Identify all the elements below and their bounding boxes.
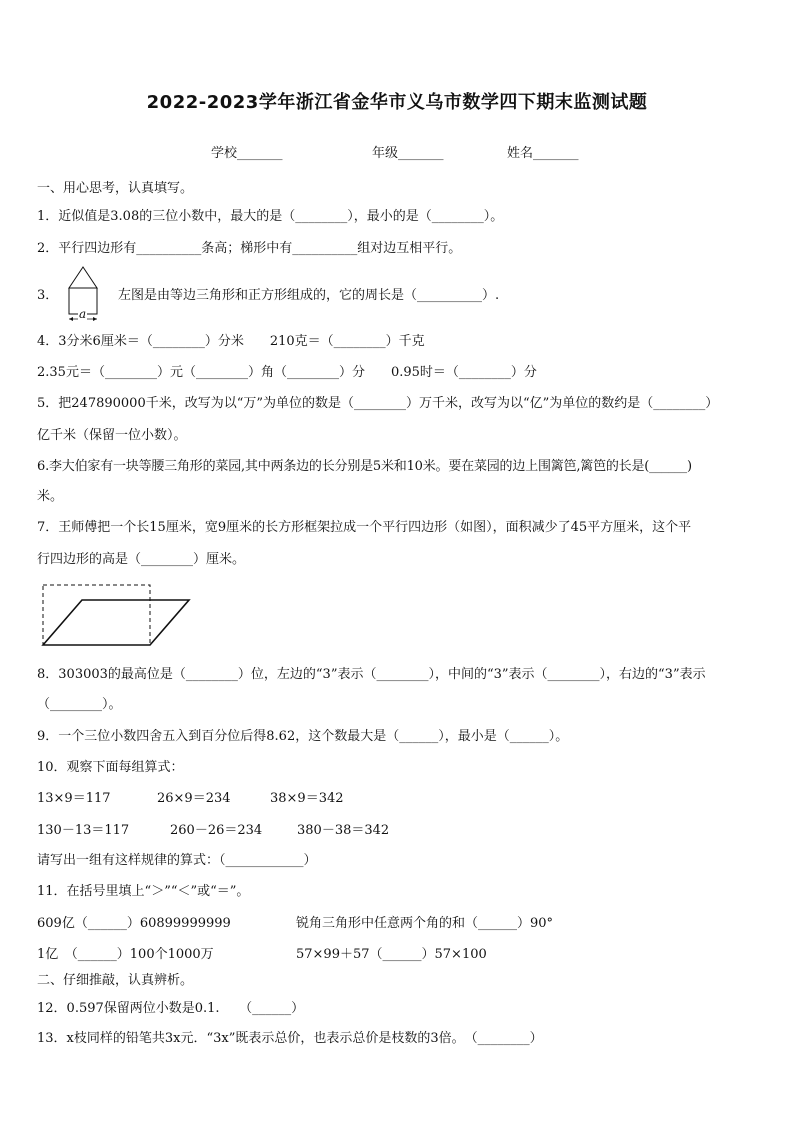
comparison-item: 锐角三角形中任意两个角的和（______）90° [296,916,554,931]
equation: 13×9＝117 [37,791,111,806]
question-2: 2．平行四边形有__________条高；梯形中有__________组对边互相平行。 [37,241,462,256]
question-10-prompt: 请写出一组有这样规律的算式：（____________） [37,853,317,868]
question-7-line-1: 7．王师傅把一个长15厘米，宽9厘米的长方形框架拉成一个平行四边形（如图），面积减少了45平方厘米，这个平 [37,520,692,535]
question-9: 9．一个三位小数四舍五入到百分位后得8.62，这个数最大是（______），最小是（______）。 [37,729,569,744]
name-field: 姓名_______ [507,146,579,161]
question-3-text: 左图是由等边三角形和正方形组成的，它的周长是（__________）. [118,288,500,303]
question-5-line-1: 5．把247890000千米，改写为以“万”为单位的数是（________）万千米，改写为以“亿”为单位的数约是（________） [37,396,719,411]
question-8-line-2: （________）。 [37,697,122,712]
side-label-a: a [79,307,87,321]
equation: 380－38＝342 [297,823,390,838]
question-6-line-1: 6.李大伯家有一块等腰三角形的菜园,其中两条边的长分别是5米和10米。要在菜园的边上围篱笆,篱笆的长是(______) [37,459,692,474]
parallelogram-figure [38,582,193,648]
question-6-line-2: 米。 [37,489,64,504]
school-field: 学校_______ [211,146,283,161]
equation: 260－26＝234 [170,823,263,838]
comparison-item: 609亿（______）60899999999 [37,916,231,931]
page-title: 2022-2023学年浙江省金华市义乌市数学四下期末监测试题 [146,92,648,113]
equation: 26×9＝234 [157,791,231,806]
comparison-item: 57×99＋57（______）57×100 [296,947,487,962]
question-7-line-2: 行四边形的高是（________）厘米。 [37,552,246,567]
grade-field: 年级_______ [372,146,444,161]
question-4-line-1: 4．3分米6厘米＝（________）分米 210克＝（________）千克 [37,334,425,349]
question-3-number: 3． [37,288,59,303]
question-11-title: 11．在括号里填上“＞”“＜”或“＝”。 [37,884,250,899]
question-13: 13．x枝同样的铅笔共3x元．“3x”既表示总价，也表示总价是枝数的3倍。 （________） [37,1031,543,1046]
section-1-heading: 一、用心思考，认真填写。 [37,181,194,196]
question-8-line-1: 8．303003的最高位是（________）位，左边的“3”表示（________），中间的“3”表示（________），右边的“3”表示 [37,667,706,682]
equation: 130－13＝117 [37,823,130,838]
question-5-line-2: 亿千米（保留一位小数）。 [37,428,187,443]
question-1: 1．近似值是3.08的三位小数中，最大的是（________），最小的是（________）。 [37,209,504,224]
section-2-heading: 二、仔细推敲，认真辨析。 [37,973,194,988]
comparison-item: 1亿 （______）100个1000万 [37,947,214,962]
question-12: 12．0.597保留两位小数是0.1. （______） [37,1001,305,1016]
question-10-title: 10．观察下面每组算式： [37,760,184,775]
equation: 38×9＝342 [270,791,344,806]
question-4-line-2: 2.35元＝（________）元（________）角（________）分 0.95时＝（________）分 [37,365,537,380]
